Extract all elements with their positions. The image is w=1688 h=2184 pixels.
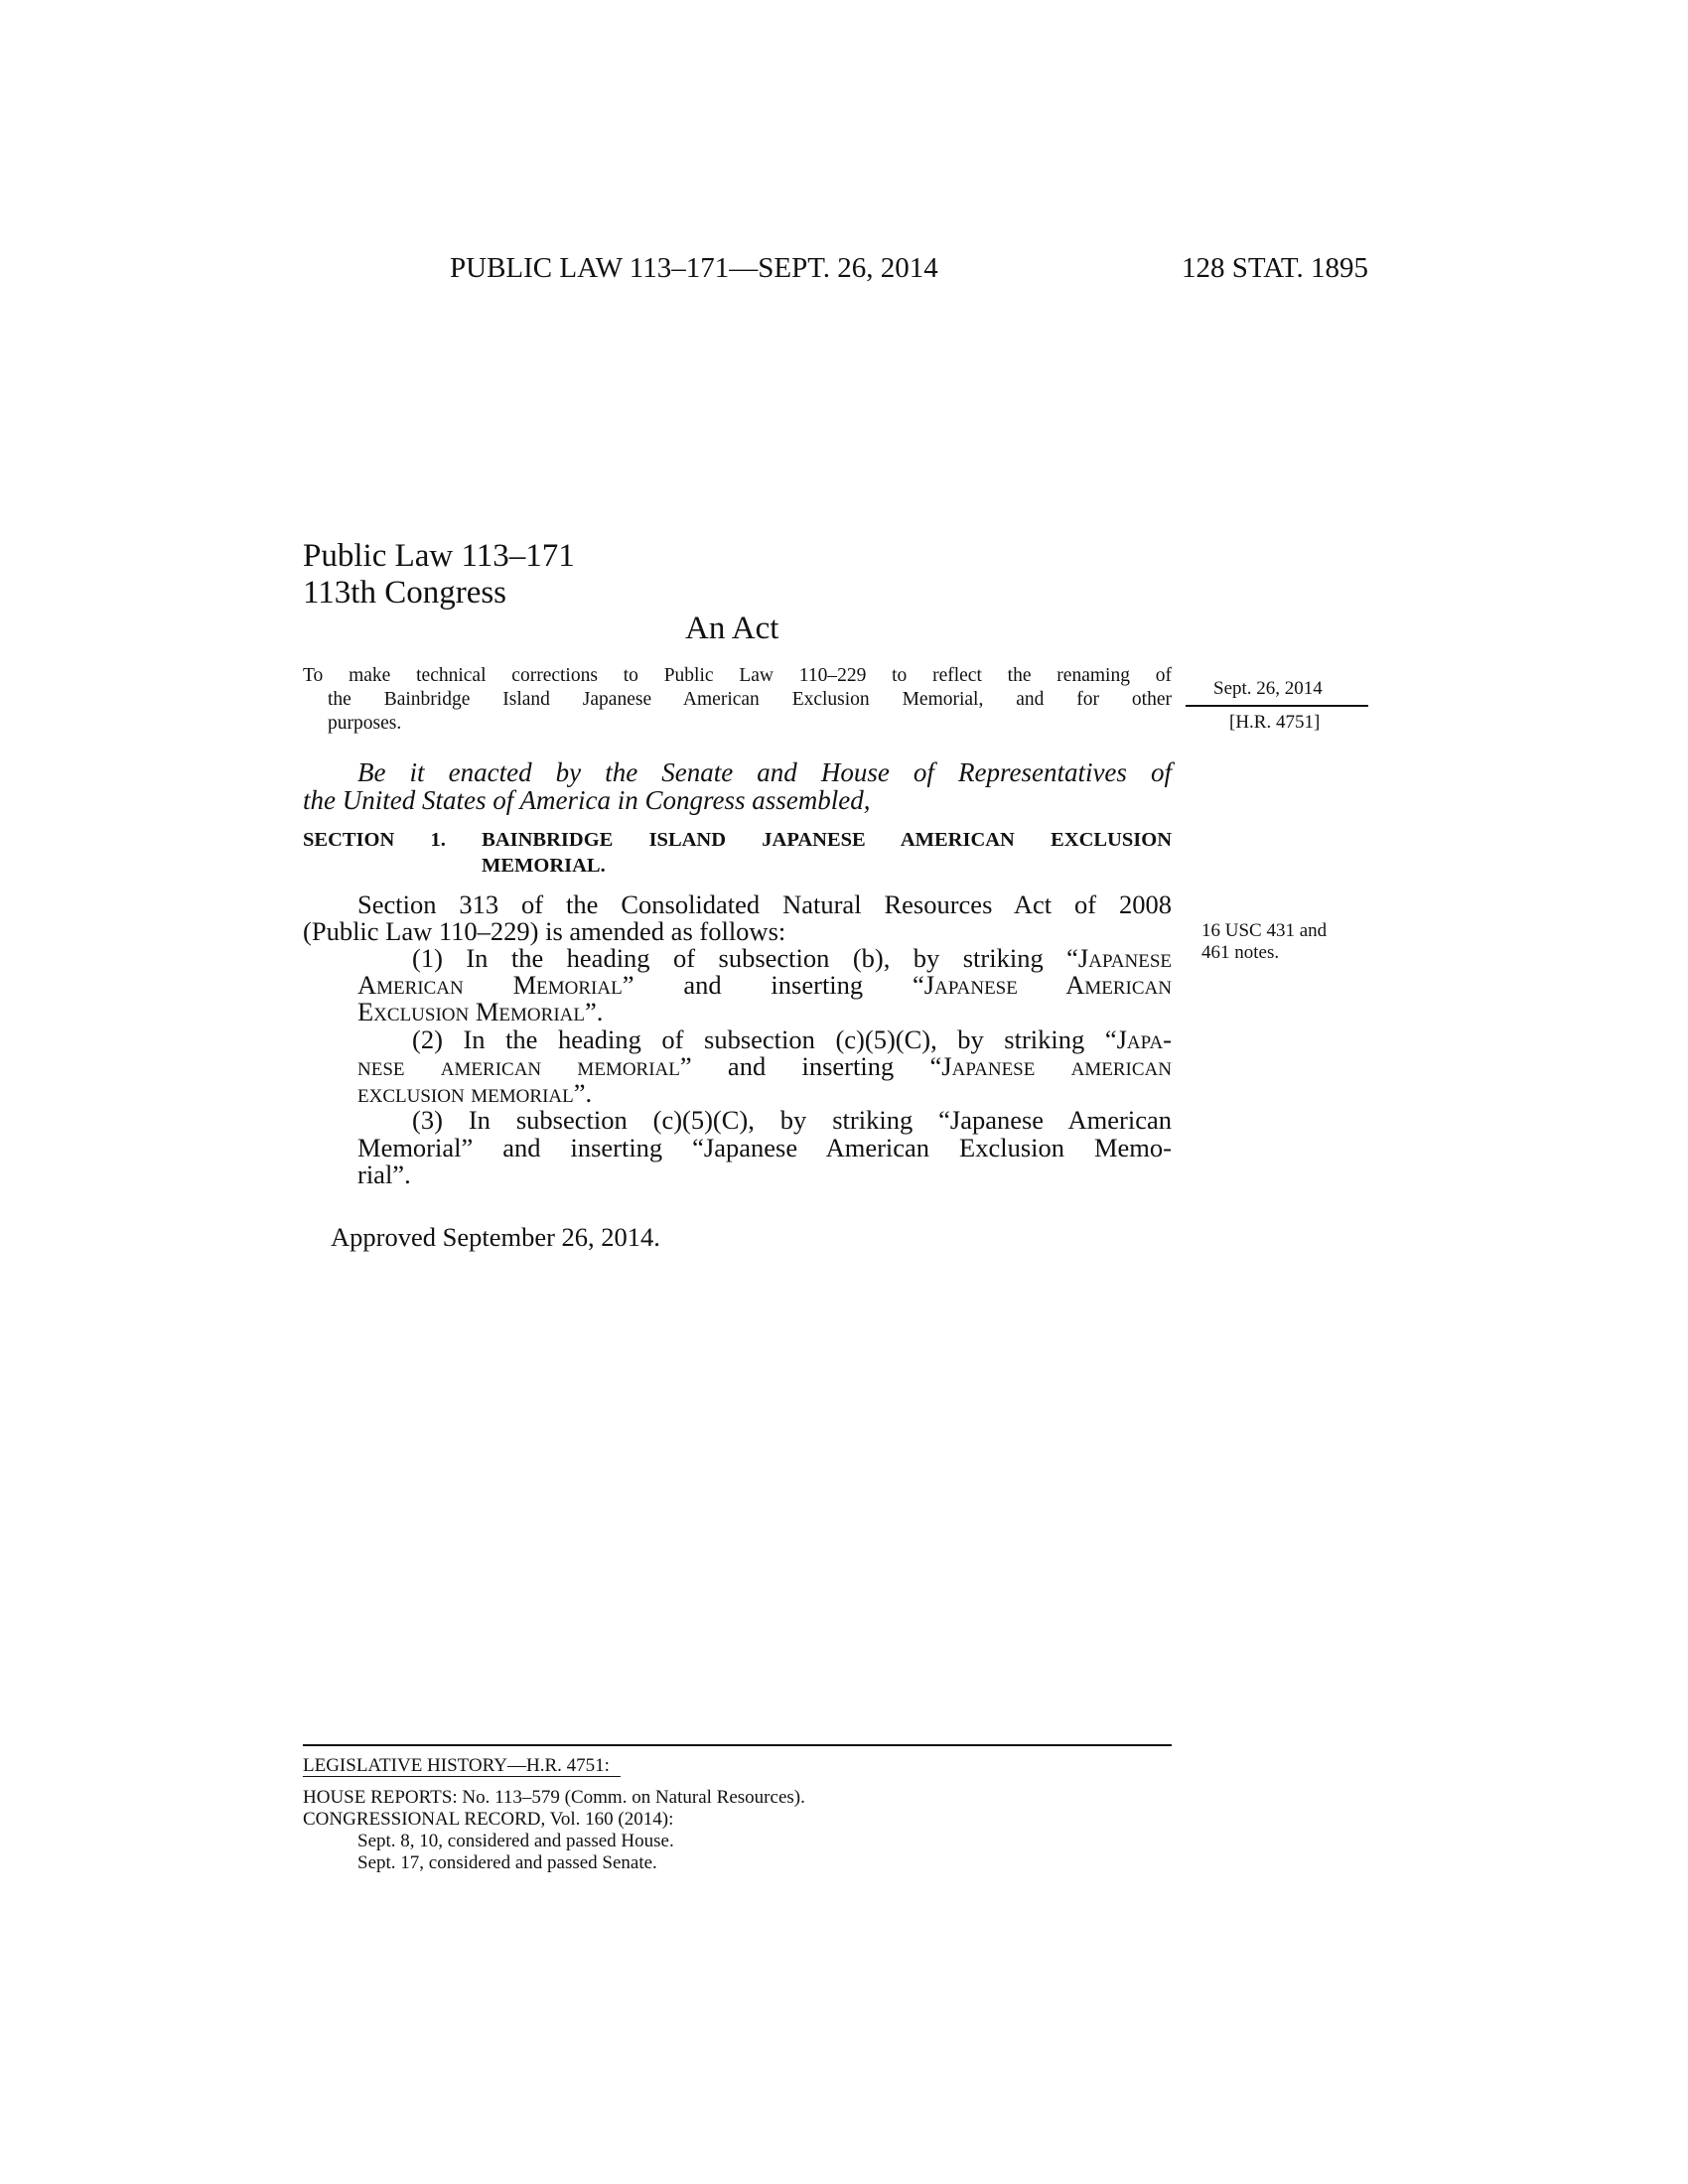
- enacting-clause: the United States of America in Congress assembled,: [303, 785, 871, 815]
- text: Japanese american: [941, 1051, 1172, 1081]
- text: Japanese: [1077, 943, 1172, 973]
- approval-date: Approved September 26, 2014.: [331, 1222, 660, 1252]
- heading-underline: [303, 1776, 621, 1777]
- paragraph-1: [412, 945, 1172, 972]
- paragraph-2: [357, 1053, 1172, 1080]
- text: Japa-: [1116, 1024, 1172, 1054]
- text: (2) In the heading of subsection (c)(5)(C), by striking “: [412, 1024, 1117, 1054]
- text: ”.: [573, 1078, 593, 1108]
- running-title: PUBLIC LAW 113–171—SEPT. 26, 2014: [450, 252, 938, 284]
- section-heading: MEMORIAL.: [482, 855, 606, 877]
- sidenote-rule: [1186, 705, 1368, 707]
- history-line: HOUSE REPORTS: No. 113–579 (Comm. on Natural Resources).: [303, 1787, 805, 1808]
- sidenote-usc: 461 notes.: [1201, 942, 1280, 963]
- body-line: Section 313 of the Consolidated Natural Resources Act of 2008: [357, 889, 1172, 919]
- paragraph-1: [357, 972, 1172, 999]
- text: ” and inserting “: [622, 970, 924, 1000]
- text: ” and inserting “: [679, 1051, 942, 1081]
- text: (1) In the heading of subsection (b), by striking “: [412, 943, 1078, 973]
- text: nese american memorial: [357, 1051, 680, 1081]
- purpose-line: purposes.: [328, 713, 402, 734]
- history-line: Sept. 8, 10, considered and passed House.: [357, 1831, 674, 1851]
- enacting-clause: Be it enacted by the Senate and House of Representatives of: [357, 757, 1172, 787]
- text: Exclusion Memorial: [357, 997, 585, 1026]
- paragraph-2: [412, 1026, 1172, 1053]
- text: Japanese American: [923, 970, 1172, 1000]
- paragraph-3: (3) In subsection (c)(5)(C), by striking “Japanese American: [412, 1105, 1172, 1135]
- stat-page-number: 128 STAT. 1895: [1181, 252, 1368, 284]
- paragraph-1: [357, 999, 603, 1025]
- text: ”.: [584, 997, 604, 1026]
- sidenote-bill: [H.R. 4751]: [1229, 712, 1321, 733]
- body-line: (Public Law 110–229) is amended as follows:: [303, 916, 786, 946]
- paragraph-3: Memorial” and inserting “Japanese American Exclusion Memo-: [357, 1133, 1172, 1162]
- law-number: Public Law 113–171: [303, 538, 575, 574]
- congress: 113th Congress: [303, 575, 507, 611]
- paragraph-2: [357, 1080, 592, 1107]
- sidenote-usc: 16 USC 431 and: [1201, 920, 1328, 941]
- history-line: Sept. 17, considered and passed Senate.: [357, 1852, 657, 1873]
- section-heading: SECTION 1. BAINBRIDGE ISLAND JAPANESE AMERICAN EXCLUSION: [303, 829, 1172, 851]
- text: American Memorial: [357, 970, 623, 1000]
- text: exclusion memorial: [357, 1078, 574, 1108]
- history-line: CONGRESSIONAL RECORD, Vol. 160 (2014):: [303, 1809, 674, 1830]
- footnote-rule: [303, 1744, 1172, 1746]
- act-title: An Act: [685, 611, 779, 646]
- legislative-history-heading: LEGISLATIVE HISTORY—H.R. 4751:: [303, 1755, 610, 1776]
- purpose-line: the Bainbridge Island Japanese American Exclusion Memorial, and for other: [328, 689, 1172, 710]
- sidenote-date: Sept. 26, 2014: [1213, 678, 1323, 699]
- purpose-line: To make technical corrections to Public Law 110–229 to reflect the renaming of: [303, 665, 1172, 686]
- paragraph-3: rial”.: [357, 1160, 411, 1189]
